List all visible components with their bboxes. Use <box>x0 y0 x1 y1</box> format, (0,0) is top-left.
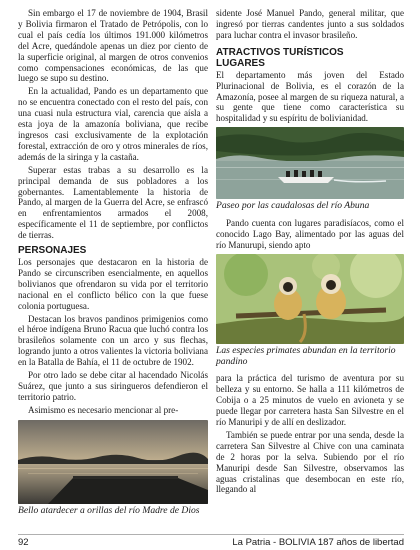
right-column <box>216 8 404 497</box>
page-number: 92 <box>18 537 29 548</box>
heading-line: LUGARES <box>216 57 265 69</box>
monkey-photo <box>216 254 404 344</box>
body-paragraph: Asimismo es necesario mencionar al pre- <box>28 404 179 415</box>
body-paragraph: En la actualidad, Pando es un departamento que no se encuentra conectado con el resto del país, con una cuasi nula estructura vial, carencia que aísla a esta joya de la amazonía boliviana, que recibe ingresos casi exclusivamente de la explotación forestal, extracción de oro y otros minerales de ríos, además de la siringa y la castaña. <box>18 86 208 162</box>
river-boat-photo <box>216 127 404 199</box>
section-heading-personajes: PERSONAJES <box>18 245 87 257</box>
body-paragraph: sidente José Manuel Pando, general militar, que ingresó por tierras candentes junto a sus soldados para luchar contra el invasor brasileño. <box>216 8 404 40</box>
left-column <box>18 8 208 523</box>
footer-divider <box>18 534 404 535</box>
body-paragraph: También se puede entrar por una senda, desde la carretera San Silvestre al Chive con una caminata de 2 horas por la selva. Subiendo por el río Manuripi desde San Silvestre, observamos las aguas cristalinas que desembocan en este río, llegando al <box>216 429 404 495</box>
photo-caption: Las especies primates abundan en la territorio pandino <box>216 344 396 367</box>
body-paragraph: Los personajes que destacaron en la historia de Pando se circunscriben esencialmente, en aquellos bolivianos que ofrendaron su vida por el territorio nacional en el conflicto bélico con la que fuese colonia portuguesa. <box>18 257 208 311</box>
photo-caption: Bello atardecer a orillas del río Madre de Dios <box>18 504 200 516</box>
squirrel-monkey-image <box>216 254 404 344</box>
sunset-river-image <box>18 420 208 504</box>
body-paragraph: Superar estas trabas a su desarrollo es la principal demanda de sus pobladores a los gobernantes. Lamentablemente la historia de Pando, al margen de la Guerra del Acre, se enfrascó en enfrentamientos armados el 2008, específicamente el 11 de septiembre, por conflictos de tierras. <box>18 164 208 241</box>
body-paragraph: Sin embargo el 17 de noviembre de 1904, Brasil y Bolivia firmaron el Tratado de Petrópolis, con lo cual el país cedía los últimos 191.000 kilómetros del Acre, quedándole apenas un diez por ciento de la superficie original, al margen de otros convenios como compensaciones económicas, de las que luego se supo su destino. <box>18 8 208 84</box>
river-boat-image <box>216 127 404 199</box>
publication-title: La Patria - BOLIVIA 187 años de libertad <box>232 537 404 548</box>
body-paragraph: para la práctica del turismo de aventura por su belleza y su entorno. Se halla a 111 kilómetros de Cobija o a 25 minutos de vuelo en avioneta y se puede llegar por carretera hasta San Silvestre en el río Manuripi y de allí en deslizador. <box>216 373 404 427</box>
section-heading-atractivos <box>216 47 404 69</box>
body-paragraph: El departamento más joven del Estado Plurinacional de Bolivia, es el corazón de la Amazonía, posee al margen de su riqueza natural, a su gente que tiene como característica su hospitalidad y su espíritu de bolivianidad. <box>216 69 404 124</box>
sunset-river-photo <box>18 420 208 504</box>
body-paragraph: Destacan los bravos pandinos primigenios como el héroe indígena Bruno Racua que luchó contra los brasileños solamente con un arco y sus flechas, logrando junto a otros valientes la victoria boliviana en la Batalla de Bahía, el 11 de octubre de 1902. <box>18 313 208 368</box>
body-paragraph: Por otro lado se debe citar al hacendado Nicolás Suárez, que junto a sus siringueros defendieron el territorio patrio. <box>18 370 208 402</box>
page-footer <box>0 534 420 550</box>
heading-line: ATRACTIVOS TURÍSTICOS <box>216 46 344 58</box>
body-paragraph: Pando cuenta con lugares paradisíacos, como el conocido Lago Bay, alimentado por las aguas del río Manurupi, siendo apto <box>216 218 404 250</box>
photo-caption: Paseo por las caudalosas del río Abuna <box>216 200 370 212</box>
